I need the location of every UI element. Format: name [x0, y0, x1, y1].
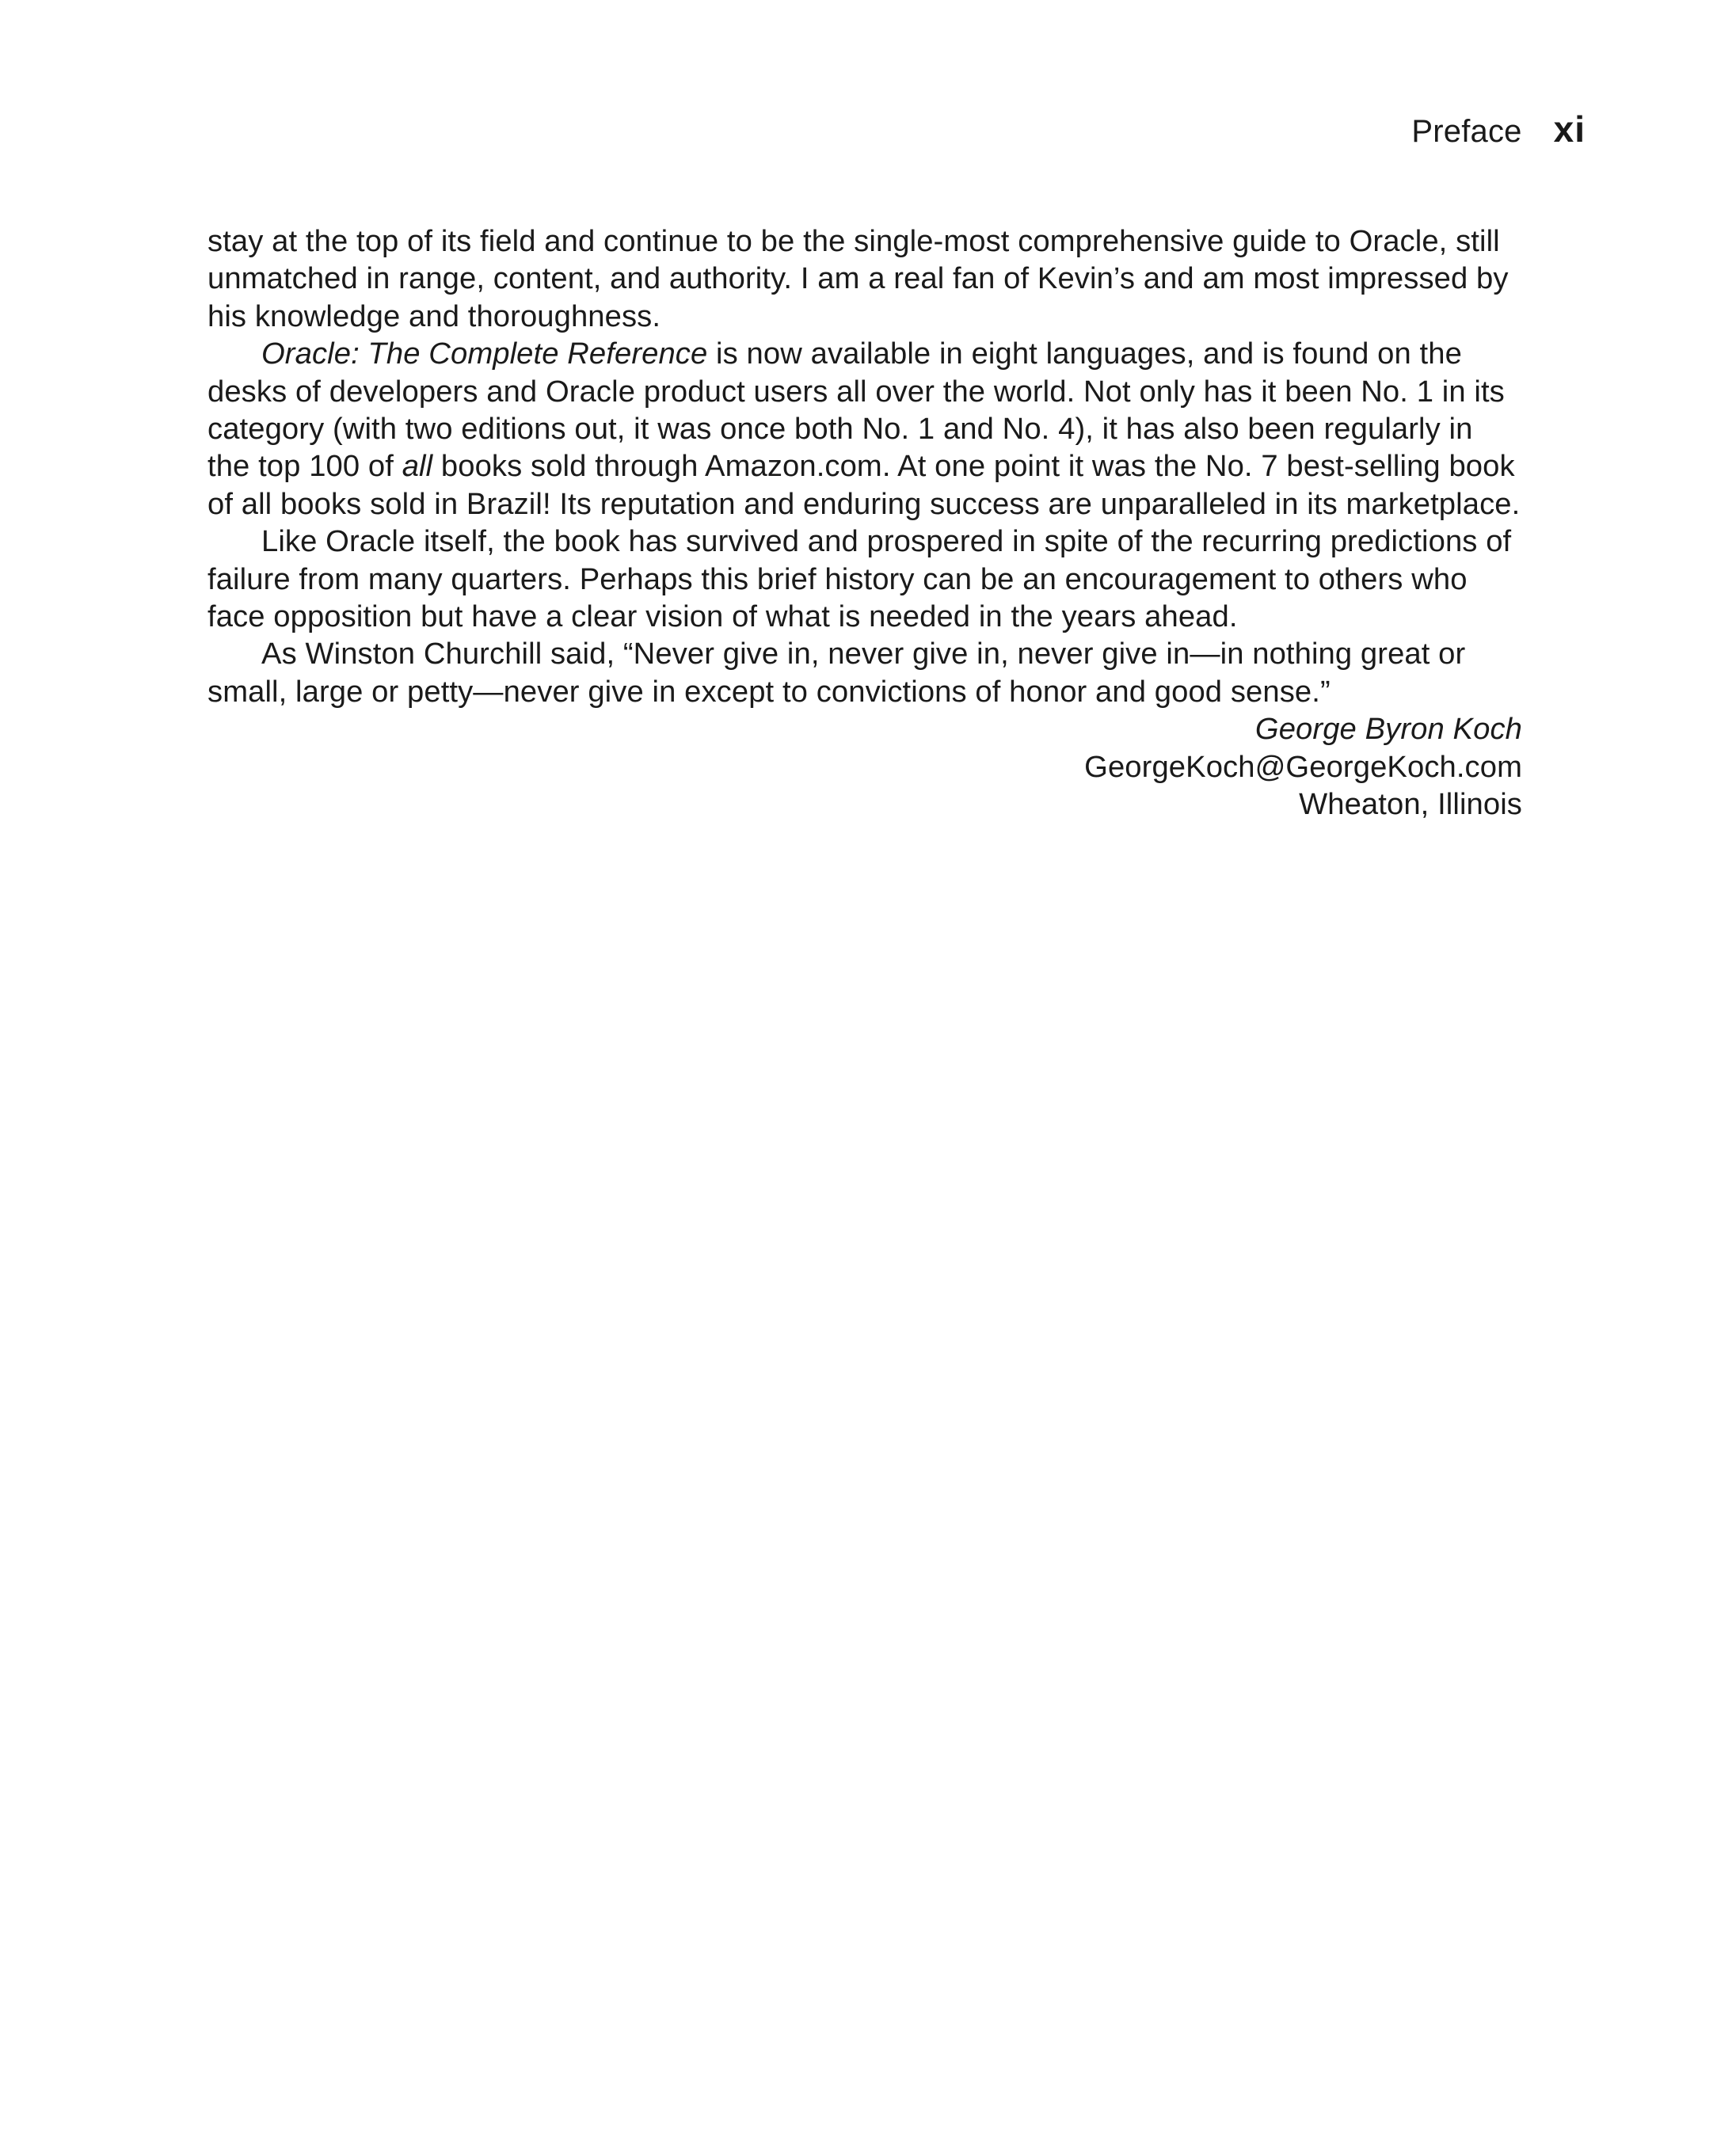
section-title: Preface [1411, 114, 1522, 149]
paragraph-2 [207, 335, 1522, 523]
emphasis-all: all [402, 449, 433, 484]
signature-email: GeorgeKoch@GeorgeKoch.com [1084, 749, 1522, 784]
paragraph-2-text-a: is now available in eight languages, and is found on the desks of developers and Oracle product users all over the world. Not only has it been No. 1 in its category (with two editions out, it was once both No. 1 and No. 4), it has also been regularly in the top 100 of [207, 337, 1505, 484]
signature-name-line [207, 710, 1522, 748]
paragraph-1 [207, 223, 1522, 335]
paragraph-1-text: stay at the top of its field and continue to be the single-most comprehensive guide to Oracle, still unmatched in range, content, and authority. I am a real fan of Kevin’s and am most impressed by his knowledge and thoroughness. [207, 224, 1509, 333]
signature-name: George Byron Koch [1254, 712, 1522, 747]
paragraph-3-text: Like Oracle itself, the book has survived and prospered in spite of the recurring predictions of failure from many quarters. Perhaps this brief history can be an encouragement to others who face opposition but have a clear vision of what is needed in the years ahead. [207, 524, 1512, 634]
book-title: Oracle: The Complete Reference [261, 337, 708, 371]
paragraph-4-text: As Winston Churchill said, “Never give in, never give in, never give in—in nothing great or small, large or petty—never give in except to convictions of honor and good sense.” [207, 637, 1466, 709]
paragraph-2-text-b: books sold through Amazon.com. At one point it was the No. 7 best-selling book of all books sold in Brazil! Its reputation and enduring success are unparalleled in its marketplace. [207, 449, 1521, 521]
paragraph-4 [207, 635, 1522, 710]
signature-email-line [207, 748, 1522, 786]
paragraph-3 [207, 523, 1522, 635]
running-header [1411, 108, 1586, 150]
signature-location-line [207, 786, 1522, 823]
page-number: xi [1553, 108, 1586, 150]
body-text [207, 223, 1522, 824]
signature-location: Wheaton, Illinois [1299, 787, 1522, 822]
